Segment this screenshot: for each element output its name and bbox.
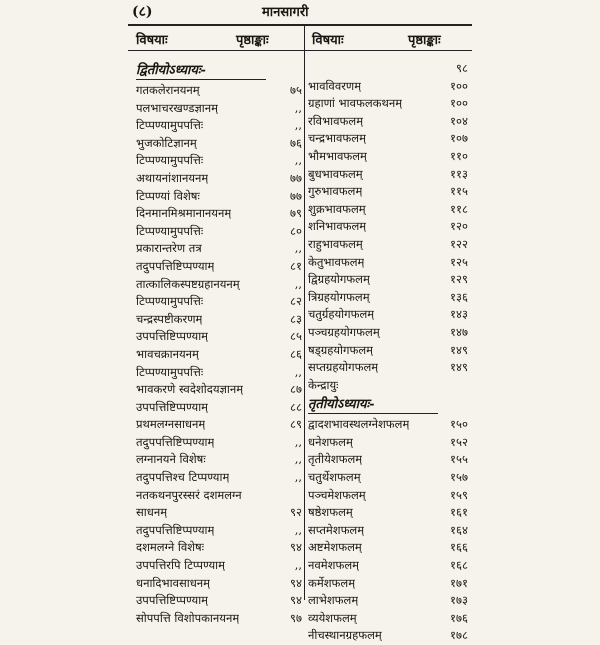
entry-title: सप्तमेशफलम् xyxy=(308,522,365,537)
left-contents-column xyxy=(136,60,302,627)
contents-entry xyxy=(136,293,302,311)
entry-page-number: १२५ xyxy=(450,254,468,269)
contents-entry xyxy=(136,346,302,364)
entry-title: शुक्रभावफलम् xyxy=(308,201,366,216)
entry-page-number: ८६ xyxy=(290,346,302,361)
contents-entry xyxy=(308,183,468,201)
entry-page-number: १०० xyxy=(450,78,468,93)
entry-title: उपपत्तिष्टिप्पण्याम् xyxy=(136,329,209,344)
right-subject-header: विषयाः xyxy=(312,33,344,48)
entry-title: टिप्पण्यां विशेषः xyxy=(136,188,200,203)
entry-title: लग्नानयने विशेषः xyxy=(136,452,206,467)
contents-entry xyxy=(136,205,302,223)
entry-page-number: १४९ xyxy=(450,342,468,357)
entry-title: केतुभावफलम् xyxy=(308,254,365,269)
entry-title: नीचस्थानग्रहफलम् xyxy=(308,628,382,643)
entry-page-number: ८२ xyxy=(290,294,302,309)
page-number: (८) xyxy=(132,4,153,20)
entry-title: अथायनांशानयनम् xyxy=(136,170,209,185)
entry-page-number: १०० xyxy=(450,96,468,111)
entry-page-number: ७६ xyxy=(290,135,302,150)
entry-page-number: ८० xyxy=(290,223,302,238)
contents-entry xyxy=(308,487,468,505)
contents-entry xyxy=(308,148,468,166)
contents-entry xyxy=(136,539,302,557)
entry-title: टिप्पण्यामुपपत्तिः xyxy=(136,364,204,379)
entry-title: चन्द्रभावफलम् xyxy=(308,131,366,146)
contents-entry xyxy=(136,328,302,346)
contents-entry xyxy=(308,359,468,377)
contents-entry xyxy=(136,100,302,118)
entry-page-number: ७९ xyxy=(290,206,302,221)
entry-page-number: ८३ xyxy=(290,311,302,326)
contents-entry xyxy=(308,271,468,289)
entry-page-number: १२९ xyxy=(450,272,468,287)
entry-title: चतुर्थेशफलम् xyxy=(308,470,361,485)
entry-page-number: ८१ xyxy=(290,258,302,273)
entry-page-number: १७३ xyxy=(450,593,468,608)
entry-title: टिप्पण्यामुपपत्तिः xyxy=(136,118,204,133)
contents-entry xyxy=(136,504,302,522)
entry-page-number: १७१ xyxy=(450,575,468,590)
entry-title: धनेशफलम् xyxy=(308,434,353,449)
entry-title: सोपपत्ति विशोपकानयनम् xyxy=(136,610,240,625)
entry-page-number: ११५ xyxy=(450,184,468,199)
chapter-heading xyxy=(136,60,302,82)
top-rule xyxy=(128,24,472,26)
entry-page-number: ७५ xyxy=(290,83,302,97)
entry-page-number: १६१ xyxy=(450,505,468,520)
contents-entry xyxy=(308,592,468,610)
chapter-underline xyxy=(308,413,438,414)
entry-title: लाभेशफलम् xyxy=(308,593,359,608)
entry-title: सप्तग्रहयोगफलम् xyxy=(308,360,379,375)
contents-entry xyxy=(308,627,468,645)
entry-title: गुरुभावफलम् xyxy=(308,184,363,199)
entry-page-number: ९७ xyxy=(290,610,302,625)
entry-page-number: १५५ xyxy=(450,452,468,467)
entry-title: दिनमानमिश्रमानानयनम् xyxy=(136,206,232,221)
contents-entry xyxy=(136,469,302,487)
contents-entry xyxy=(136,276,302,294)
column-divider xyxy=(304,24,305,600)
entry-title: टिप्पण्यामुपपत्तिः xyxy=(136,153,204,168)
entry-title: भौमभावफलम् xyxy=(308,148,367,163)
entry-title: भावकरणे स्वदेशोदयज्ञानम् xyxy=(136,382,244,397)
right-page-header: पृष्ठाङ्काः xyxy=(408,33,441,48)
entry-title: भुजकोटिज्ञानम् xyxy=(136,135,197,150)
contents-entry xyxy=(136,381,302,399)
entry-title: दशमलग्ने विशेषः xyxy=(136,540,205,555)
contents-entry xyxy=(136,522,302,540)
contents-entry xyxy=(136,240,302,258)
entry-page-number: ११३ xyxy=(450,166,468,181)
entry-title: टिप्पण्यामुपपत्तिः xyxy=(136,223,204,238)
entry-title: रविभावफलम् xyxy=(308,113,364,128)
contents-entry xyxy=(136,82,302,100)
chapter-underline xyxy=(136,79,266,80)
entry-page-number: ९२ xyxy=(290,505,302,520)
entry-title: राहुभावफलम् xyxy=(308,236,363,251)
entry-page-number: १५९ xyxy=(450,487,468,502)
contents-entry xyxy=(308,522,468,540)
entry-page-number: ११८ xyxy=(450,201,468,216)
entry-page-number: १३६ xyxy=(450,289,468,304)
entry-page-number: १७८ xyxy=(450,628,468,643)
entry-title: तदुपपत्तिष्टिप्पण्याम् xyxy=(136,522,215,537)
contents-entry xyxy=(136,592,302,610)
contents-entry xyxy=(308,469,468,487)
entry-title: नवमेशफलम् xyxy=(308,558,360,573)
entry-page-number: ८५ xyxy=(290,329,302,344)
entry-page-number: १६८ xyxy=(450,558,468,573)
entry-title: चन्द्रस्पष्टीकरणम् xyxy=(136,311,203,326)
entry-title: प्रथमलग्नसाधनम् xyxy=(136,417,206,432)
chapter-title: द्वितीयोऽध्यायः- xyxy=(136,63,206,78)
contents-entry xyxy=(308,416,468,434)
entry-page-number: ११० xyxy=(450,148,468,163)
entry-title: त्रिग्रहयोगफलम् xyxy=(308,289,370,304)
contents-entry xyxy=(308,557,468,575)
entry-title: साधनम् xyxy=(136,505,168,520)
entry-page-number: ,, xyxy=(294,100,302,115)
contents-entry xyxy=(136,451,302,469)
contents-entry xyxy=(136,152,302,170)
entry-page-number: ९४ xyxy=(290,593,302,608)
entry-title: अष्टमेशफलम् xyxy=(308,540,362,555)
entry-title: पञ्चमेशफलम् xyxy=(308,487,366,502)
contents-entry xyxy=(308,575,468,593)
contents-entry xyxy=(308,539,468,557)
entry-page-number: ८७ xyxy=(290,382,302,397)
contents-entry xyxy=(136,399,302,417)
running-title: मानसागरी xyxy=(262,5,309,20)
entry-page-number: ७७ xyxy=(290,188,302,203)
entry-title: तदुपपत्तिष्टिप्पण्याम् xyxy=(136,258,215,273)
left-page-header: पृष्ठाङ्काः xyxy=(236,33,269,48)
entry-page-number: १५० xyxy=(450,417,468,432)
contents-entry xyxy=(308,218,468,236)
entry-title: टिप्पण्यामुपपत्तिः xyxy=(136,294,204,309)
contents-entry xyxy=(308,60,468,78)
contents-entry xyxy=(136,610,302,628)
entry-page-number: १०७ xyxy=(450,131,468,146)
contents-entry xyxy=(136,487,302,505)
entry-title: कर्मेशफलम् xyxy=(308,575,356,590)
contents-entry xyxy=(136,135,302,153)
contents-entry xyxy=(136,170,302,188)
entry-title: तदुपपत्तिश्च टिप्पण्याम् xyxy=(136,470,230,485)
entry-title: द्वादशभावस्थलग्नेशफलम् xyxy=(308,417,410,432)
contents-entry xyxy=(308,451,468,469)
contents-entry xyxy=(136,117,302,135)
entry-page-number: १४३ xyxy=(450,307,468,322)
contents-entry xyxy=(136,434,302,452)
entry-page-number: १४७ xyxy=(450,324,468,339)
entry-page-number: ,, xyxy=(294,153,302,168)
entry-title: चतुर्ग्रहयोगफलम् xyxy=(308,307,375,322)
entry-page-number: ९८ xyxy=(456,61,468,75)
contents-entry xyxy=(308,306,468,324)
entry-page-number: १४९ xyxy=(450,360,468,375)
right-contents-column xyxy=(308,60,468,645)
entry-title: तदुपपत्तिष्टिप्पण्याम् xyxy=(136,434,215,449)
contents-entry xyxy=(308,78,468,96)
contents-entry xyxy=(136,557,302,575)
contents-entry xyxy=(136,188,302,206)
contents-entry xyxy=(308,113,468,131)
contents-entry xyxy=(308,95,468,113)
contents-entry xyxy=(308,342,468,360)
entry-title: उपपत्तिष्टिप्पण्याम् xyxy=(136,593,209,608)
entry-page-number: ,, xyxy=(294,522,302,537)
entry-title: व्ययेशफलम् xyxy=(308,610,357,625)
entry-title: उपपत्तिरपि टिप्पण्याम् xyxy=(136,558,225,573)
entry-title: शनिभावफलम् xyxy=(308,219,367,234)
entry-page-number: ७७ xyxy=(290,170,302,185)
contents-entry xyxy=(308,130,468,148)
entry-title: पञ्चग्रहयोगफलम् xyxy=(308,324,380,339)
entry-title: तात्कालिकस्पष्टग्रहानयनम् xyxy=(136,276,240,291)
entry-page-number: ,, xyxy=(294,118,302,133)
contents-entry xyxy=(308,324,468,342)
entry-title: बुधभावफलम् xyxy=(308,166,363,181)
contents-entry xyxy=(308,201,468,219)
entry-page-number: १६६ xyxy=(450,540,468,555)
chapter-title: तृतीयोऽध्यायः- xyxy=(308,397,375,413)
entry-page-number: १५२ xyxy=(450,434,468,449)
contents-entry xyxy=(136,223,302,241)
entry-title: उपपत्तिष्टिप्पण्याम् xyxy=(136,399,209,414)
entry-page-number: ,, xyxy=(294,470,302,485)
header-rule xyxy=(128,50,472,51)
entry-title: गतकलेरानयनम् xyxy=(136,83,200,97)
entry-page-number: ,, xyxy=(294,434,302,449)
entry-page-number: १५७ xyxy=(450,470,468,485)
entry-title: केन्द्रायुः xyxy=(308,377,339,392)
entry-page-number: ९४ xyxy=(290,540,302,555)
entry-title: ग्रहाणां भावफलकथनम् xyxy=(308,96,403,111)
entry-page-number: १२२ xyxy=(450,236,468,251)
contents-entry xyxy=(308,236,468,254)
left-subject-header: विषयाः xyxy=(136,33,168,48)
contents-entry xyxy=(308,166,468,184)
entry-title: भावचक्रानयनम् xyxy=(136,346,199,361)
contents-entry xyxy=(308,377,468,395)
contents-entry xyxy=(308,610,468,628)
entry-page-number: ,, xyxy=(294,558,302,573)
entry-title: पलभाचरखण्डज्ञानम् xyxy=(136,100,219,115)
contents-entry xyxy=(308,434,468,452)
entry-page-number: ,, xyxy=(294,241,302,256)
entry-title: तृतीयेशफलम् xyxy=(308,452,363,467)
contents-entry xyxy=(308,504,468,522)
entry-page-number: ८९ xyxy=(290,417,302,432)
entry-page-number: ९४ xyxy=(290,575,302,590)
entry-title: नतकथनपुरस्सरं दशमलग्न xyxy=(136,487,242,502)
contents-entry xyxy=(136,258,302,276)
entry-page-number: ,, xyxy=(294,276,302,291)
entry-page-number: ,, xyxy=(294,364,302,379)
entry-title: द्विग्रहयोगफलम् xyxy=(308,272,370,287)
contents-entry xyxy=(308,254,468,272)
chapter-heading xyxy=(308,394,468,416)
entry-title: षड्ग्रहयोगफलम् xyxy=(308,342,374,357)
contents-entry xyxy=(308,289,468,307)
entry-page-number: १६४ xyxy=(450,522,468,537)
contents-entry xyxy=(136,364,302,382)
entry-title: धनादिभावसाधनम् xyxy=(136,575,211,590)
contents-entry xyxy=(136,416,302,434)
entry-title: भावविवरणम् xyxy=(308,78,362,93)
entry-title: षष्ठेशफलम् xyxy=(308,505,353,520)
entry-page-number: ,, xyxy=(294,452,302,467)
contents-entry xyxy=(136,575,302,593)
contents-entry xyxy=(136,311,302,329)
entry-page-number: १२० xyxy=(450,219,468,234)
entry-page-number: १०४ xyxy=(450,113,468,128)
entry-page-number: १७६ xyxy=(450,610,468,625)
entry-page-number: ८८ xyxy=(290,399,302,414)
entry-title: प्रकारान्तरेण तत्र xyxy=(136,241,202,256)
